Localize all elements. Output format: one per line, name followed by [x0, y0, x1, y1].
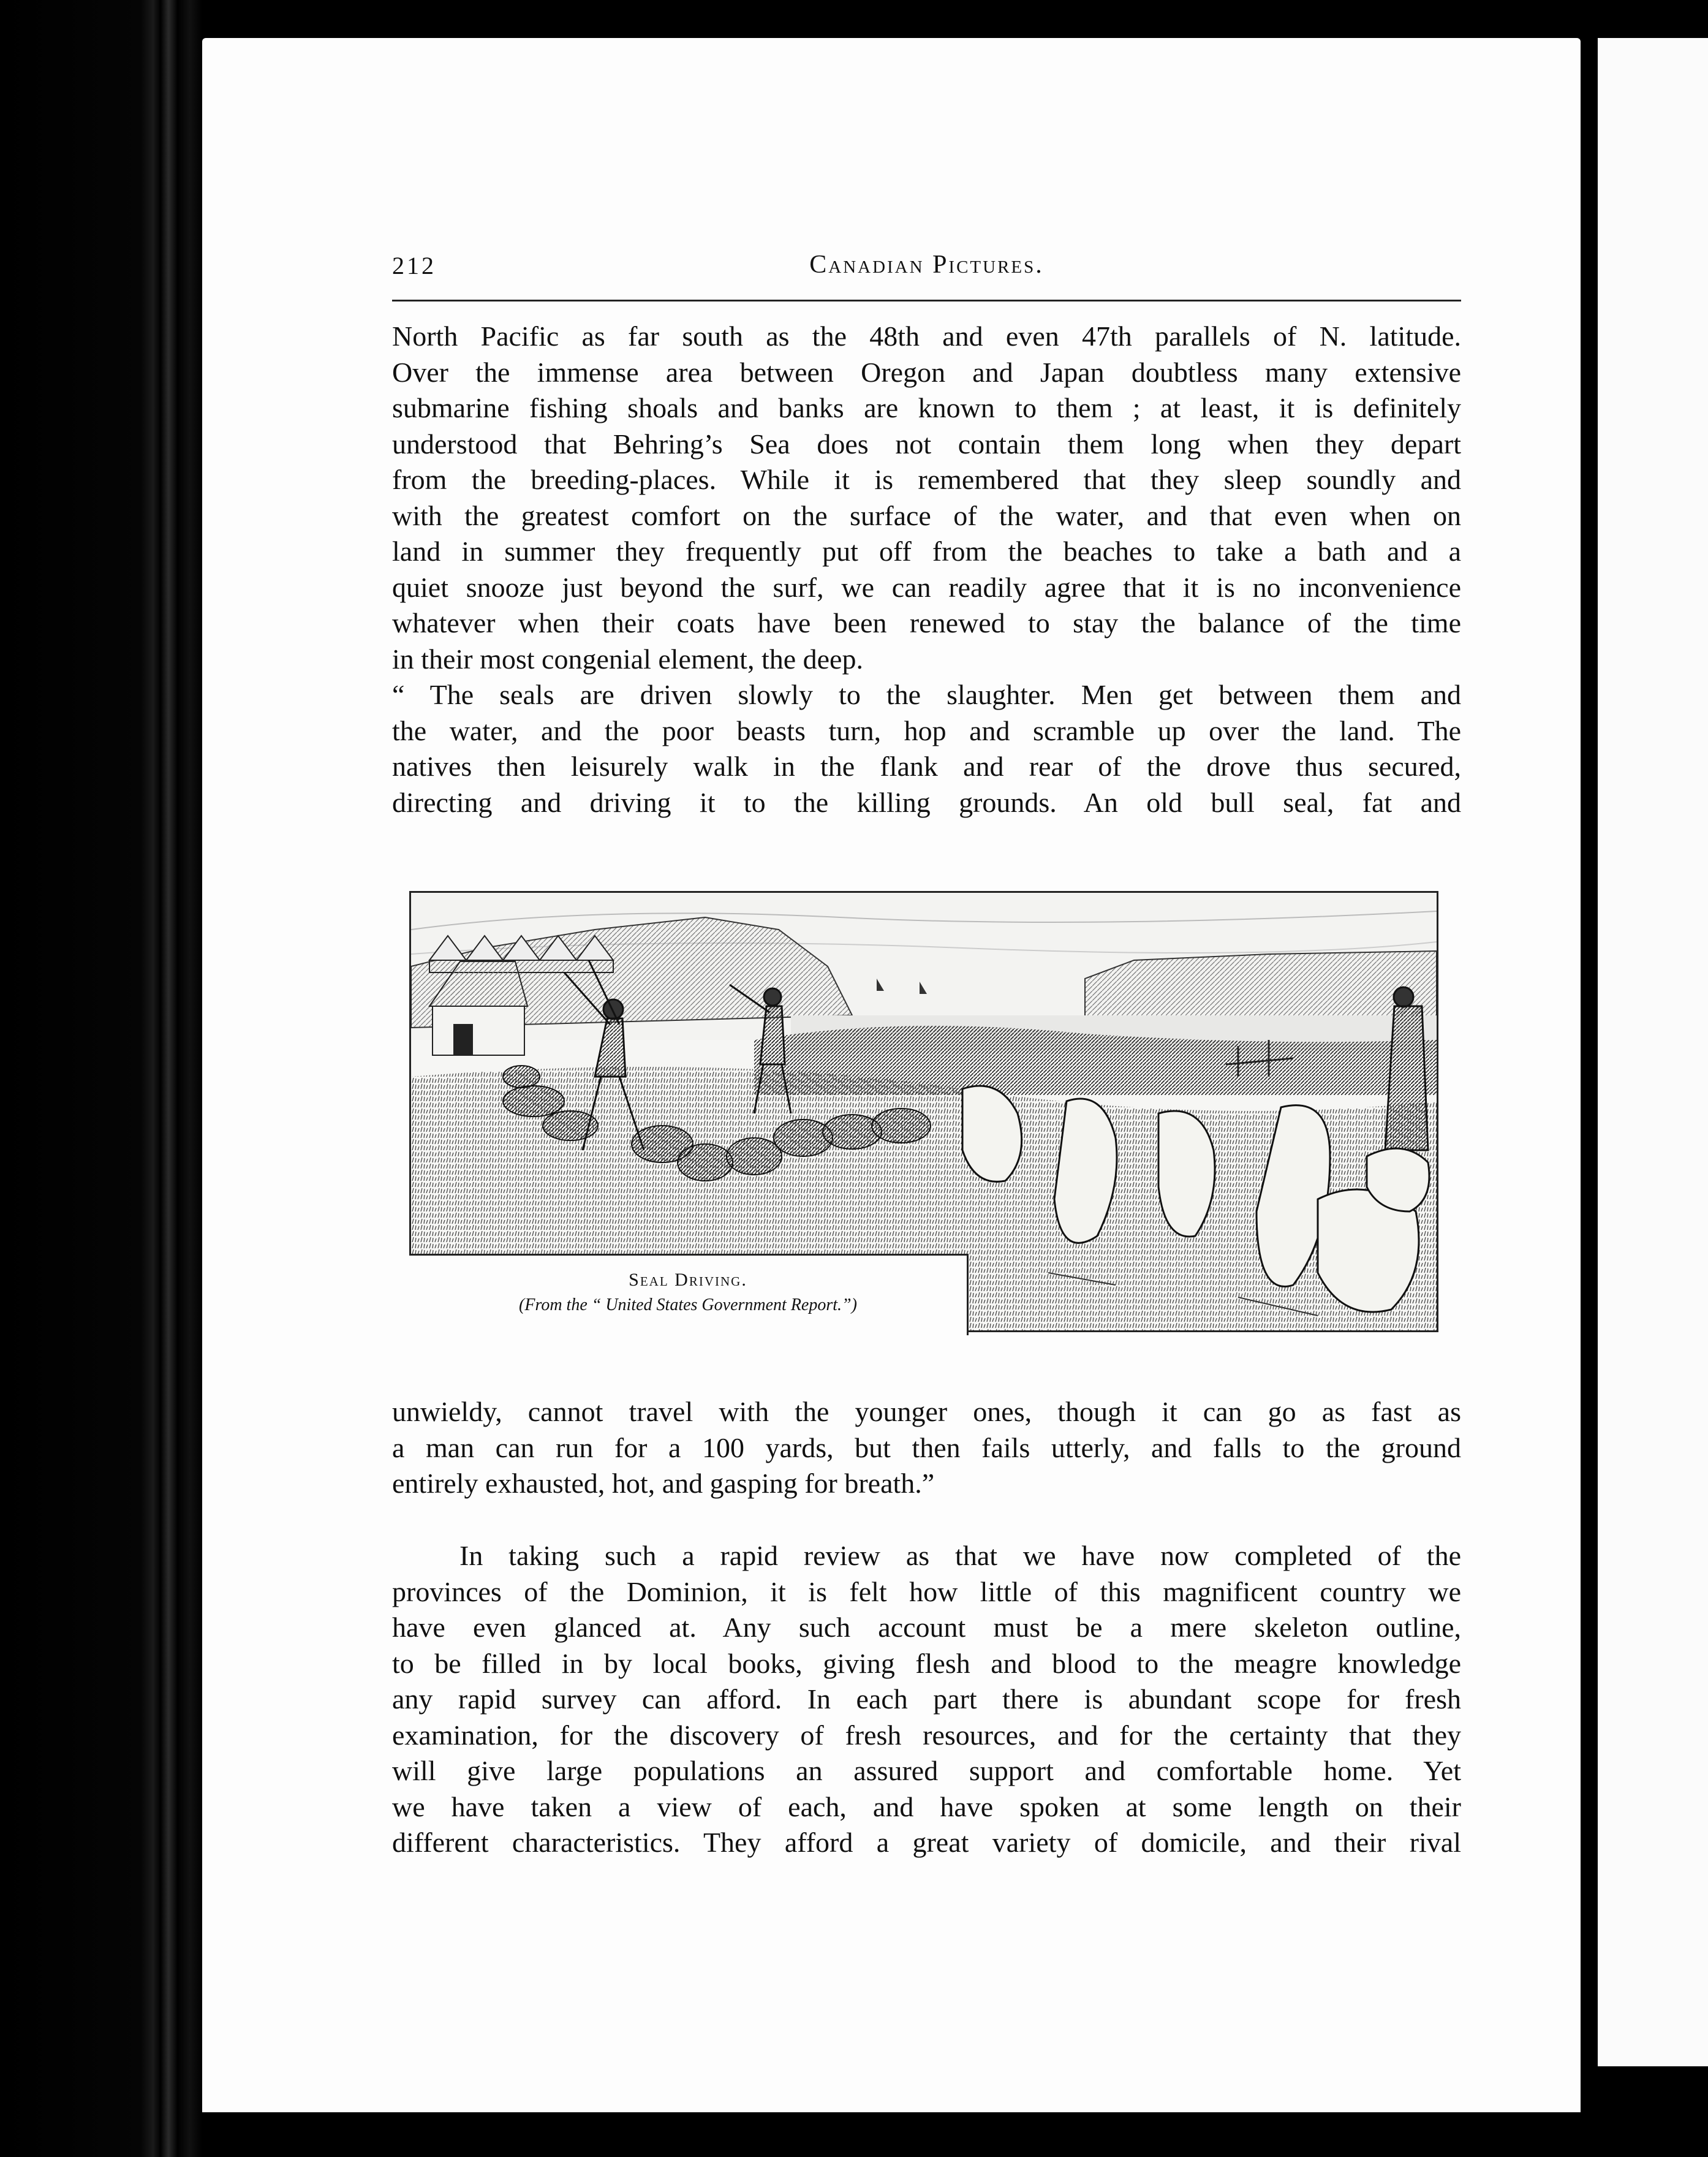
page-header	[392, 246, 1461, 295]
text-line: with the greatest comfort on the surface of the water, and that even when on	[392, 499, 1461, 531]
next-page-edge	[1598, 38, 1708, 2066]
text-line: to be filled in by local books, giving flesh and blood to the meagre knowledge	[392, 1647, 1461, 1679]
text-line: submarine fishing shoals and banks are known to them ; at least, it is definitely	[392, 392, 1461, 423]
page-number: 212	[392, 252, 436, 279]
text-line: natives then leisurely walk in the flank and rear of the drove thus secured,	[392, 751, 1461, 782]
scanner-edge-left	[0, 0, 202, 2157]
running-head: Canadian Pictures.	[809, 251, 1044, 279]
page-gap	[1581, 0, 1598, 2157]
text-line: from the breeding-places. While it is remembered that they sleep soundly and	[392, 464, 1461, 495]
text-line: unwieldy, cannot travel with the younger ones, though it can go as fast as	[392, 1396, 1461, 1427]
text-line: a man can run for a 100 yards, but then fails utterly, and falls to the ground	[392, 1431, 1461, 1463]
caption-box	[409, 1254, 969, 1335]
header-rule	[392, 300, 1461, 301]
text-line: entirely exhausted, hot, and gasping for breath.”	[392, 1468, 935, 1499]
text-line: in their most congenial element, the deep.	[392, 643, 863, 675]
figure-caption-title: Seal Driving.	[629, 1270, 747, 1290]
text-line: directing and driving it to the killing grounds. An old bull seal, fat and	[392, 786, 1461, 818]
text-line: provinces of the Dominion, it is felt how little of this magnificent country we	[392, 1575, 1461, 1607]
paragraph-2	[392, 677, 1461, 821]
text-line: land in summer they frequently put off from the beaches to take a bath and a	[392, 536, 1461, 567]
text-line: In taking such a rapid review as that we have now completed of the	[459, 1540, 1461, 1571]
text-line: “ The seals are driven slowly to the slaughter. Men get between them and	[392, 679, 1461, 710]
text-line: will give large populations an assured support and comfortable home. Yet	[392, 1755, 1461, 1786]
text-line: Over the immense area between Oregon and Japan doubtless many extensive	[392, 356, 1461, 388]
paragraph-1	[392, 319, 1461, 677]
text-line: have even glanced at. Any such account must be a mere skeleton outline,	[392, 1612, 1461, 1643]
text-line: understood that Behring’s Sea does not contain them long when they depart	[392, 428, 1461, 460]
text-line: North Pacific as far south as the 48th and even 47th parallels of N. latitude.	[392, 320, 1461, 352]
text-line: quiet snooze just beyond the surf, we can readily agree that it is no inconvenience	[392, 571, 1461, 603]
figure-caption-source: (From the “ United States Government Report.”)	[519, 1295, 857, 1314]
paragraph-3	[392, 1394, 1461, 1502]
text-line: examination, for the discovery of fresh resources, and for the certainty that they	[392, 1719, 1461, 1751]
paragraph-4	[392, 1538, 1461, 1861]
text-line: any rapid survey can afford. In each part there is abundant scope for fresh	[392, 1683, 1461, 1715]
text-line: the water, and the poor beasts turn, hop and scramble up over the land. The	[392, 715, 1461, 746]
text-line: different characteristics. They afford a great variety of domicile, and their rival	[392, 1827, 1461, 1858]
figure-seal-driving	[409, 891, 1438, 1332]
text-line: whatever when their coats have been renewed to stay the balance of the time	[392, 607, 1461, 639]
text-line: we have taken a view of each, and have spoken at some length on their	[392, 1791, 1461, 1822]
